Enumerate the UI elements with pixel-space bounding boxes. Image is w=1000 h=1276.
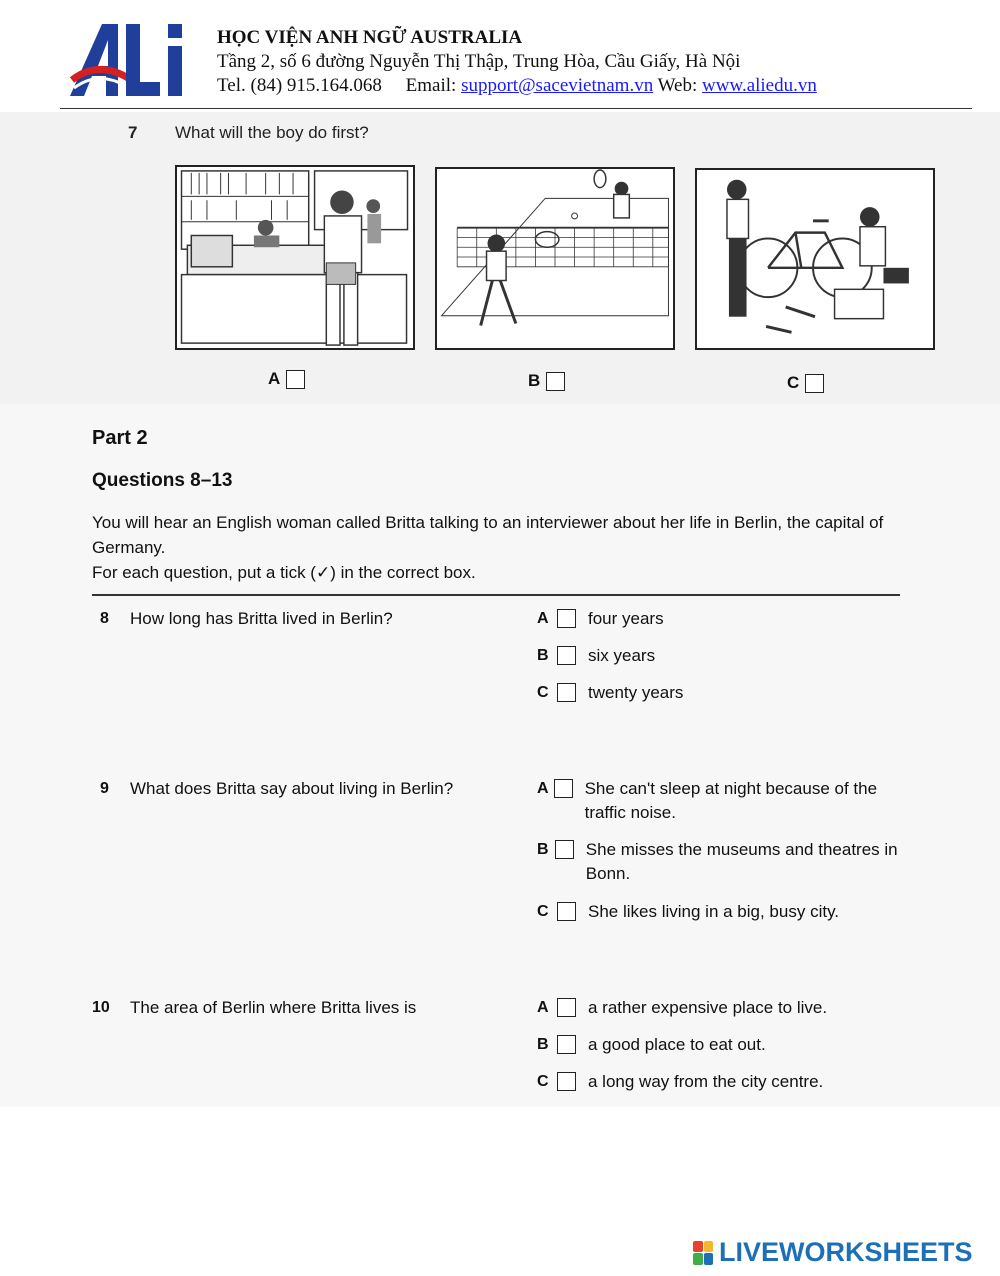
answer-checkbox[interactable] — [557, 646, 576, 665]
answer-checkbox[interactable] — [286, 370, 305, 389]
answer-checkbox[interactable] — [557, 1072, 576, 1091]
question-text: The area of Berlin where Britta lives is — [130, 998, 417, 1017]
instructions-line-1: You will hear an English woman called Britta talking to an interviewer about her life in Berlin, the capital of Germany. — [92, 513, 884, 557]
web-label: Web: — [657, 75, 698, 96]
option-text: four years — [588, 609, 664, 628]
bicycle-repair-icon — [695, 168, 935, 350]
question-text: How long has Britta lived in Berlin? — [130, 609, 393, 628]
answer-checkbox[interactable] — [557, 998, 576, 1017]
option-c — [537, 1072, 907, 1094]
answer-checkbox[interactable] — [557, 1035, 576, 1054]
option-text: She misses the museums and theatres in Bonn. — [585, 840, 898, 883]
option-b — [537, 840, 907, 886]
option-b — [537, 646, 907, 668]
option-letter: C — [537, 1073, 549, 1090]
option-letter: C — [537, 903, 549, 920]
option-letter: B — [537, 1036, 549, 1053]
option-letter: A — [537, 780, 549, 797]
website-link[interactable]: www.aliedu.vn — [702, 75, 817, 96]
header — [0, 0, 1000, 112]
answer-checkbox[interactable] — [557, 683, 576, 702]
option-text: She likes living in a big, busy city. — [588, 902, 840, 921]
phone-number: Tel. (84) 915.164.068 — [217, 75, 382, 96]
option-letter: B — [537, 841, 549, 858]
option-c — [537, 902, 907, 924]
option-letter: B — [528, 371, 541, 390]
option-letter: C — [537, 684, 549, 701]
email-link[interactable]: support@sacevietnam.vn — [461, 75, 654, 96]
svg-text:★: ★ — [90, 77, 101, 91]
question-7-option-a — [268, 369, 305, 389]
option-text: She can't sleep at night because of the traffic noise. — [584, 779, 878, 822]
option-letter: A — [537, 999, 549, 1016]
option-text: a long way from the city centre. — [588, 1072, 824, 1091]
section-divider — [92, 594, 900, 596]
email-label: Email: — [405, 75, 457, 96]
part-title: Part 2 — [92, 427, 148, 449]
option-letter: B — [537, 647, 549, 664]
option-text: a good place to eat out. — [588, 1035, 766, 1054]
institute-address: Tầng 2, số 6 đường Nguyễn Thị Thập, Trung Hòa, Cầu Giấy, Hà Nội — [217, 51, 741, 72]
question-7-number: 7 — [128, 123, 138, 142]
question-7-option-b — [528, 371, 565, 391]
header-info — [217, 26, 817, 98]
option-a — [537, 609, 907, 631]
answer-checkbox[interactable] — [555, 840, 574, 859]
question-text: What does Britta say about living in Berlin? — [130, 779, 454, 798]
answer-checkbox[interactable] — [554, 779, 573, 798]
option-text: twenty years — [588, 683, 684, 702]
library-icon — [175, 165, 415, 350]
contact-line — [217, 74, 817, 98]
instructions-line-2: For each question, put a tick (✓) in the correct box. — [92, 563, 476, 582]
option-a — [537, 779, 907, 825]
answer-checkbox[interactable] — [546, 372, 565, 391]
answer-checkbox[interactable] — [557, 902, 576, 921]
question-number: 9 — [100, 780, 109, 797]
option-b — [537, 1035, 907, 1057]
option-letter: A — [537, 610, 549, 627]
instructions — [92, 510, 902, 585]
question-number: 10 — [92, 999, 110, 1016]
option-letter: C — [787, 373, 800, 392]
question-number: 8 — [100, 610, 109, 627]
option-c — [537, 683, 907, 705]
question-7-text: What will the boy do first? — [175, 123, 369, 142]
liveworksheets-wordmark: LIVEWORKSHEETS — [719, 1237, 973, 1267]
option-a — [537, 998, 907, 1020]
ali-logo — [68, 20, 188, 100]
question-7-option-c — [787, 373, 824, 393]
header-divider — [60, 108, 972, 109]
answer-checkbox[interactable] — [557, 609, 576, 628]
option-text: a rather expensive place to live. — [588, 998, 828, 1017]
liveworksheets-icon — [693, 1241, 713, 1265]
answer-checkbox[interactable] — [805, 374, 824, 393]
liveworksheets-brand[interactable] — [693, 1237, 973, 1268]
badminton-icon — [435, 167, 675, 350]
option-text: six years — [588, 646, 656, 665]
option-letter: A — [268, 369, 281, 388]
questions-range: Questions 8–13 — [92, 470, 233, 491]
institute-title: HỌC VIỆN ANH NGỮ AUSTRALIA — [217, 27, 523, 48]
